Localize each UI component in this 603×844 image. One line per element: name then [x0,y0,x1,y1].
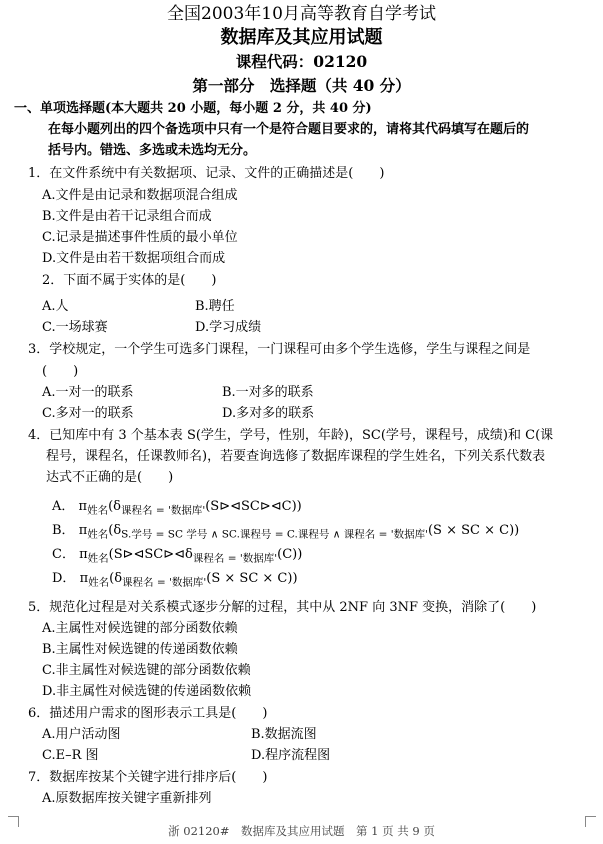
pi-symbol: π [78,499,88,514]
q4-option-a [52,498,302,520]
sigma-symbol: δ [114,571,123,586]
q5-option-a: A.主属性对候选键的部分函数依赖 [42,621,238,636]
pi-subscript: 姓名 [87,552,109,565]
sigma-symbol: δ [113,523,122,538]
q6-option-d: D.程序流程图 [251,748,331,763]
exam-title: 全国2003年10月高等教育自学考试 [167,4,436,24]
q1-option-c: C.记录是描述事件性质的最小单位 [42,230,238,245]
q1-stem: 1．在文件系统中有关数据项、记录、文件的正确描述是( ) [28,166,385,181]
q3-stem-2: ( ) [42,364,79,379]
section-title: 一、单项选择题(本大题共 20 小题，每小题 2 分，共 40 分) [14,101,372,116]
q1-option-a: A.文件是由记录和数据项混合组成 [42,188,238,203]
q4-stem-3: 达式不正确的是( ) [46,470,174,485]
page-footer: 浙 02120# 数据库及其应用试题 第 1 页 共 9 页 [168,824,435,838]
q2-option-a: A.人 [42,299,69,314]
pi-subscript: 姓名 [87,528,109,541]
sigma-subscript: S.学号 = SC 学号 ∧ SC.课程号 = C.课程号 ∧ 课程名 = '数据库' [121,528,428,541]
pi-symbol: π [79,571,89,586]
open-paren: ( [108,499,114,514]
q4-stem-1: 4．已知库中有 3 个基本表 S(学生，学号，性别，年龄)，SC(学号，课程号，成绩)和 C(课 [28,428,554,443]
pi-symbol: π [78,523,88,538]
option-label: C． [52,547,75,562]
option-label: A． [52,499,75,514]
q2-option-b: B.聘任 [195,299,235,314]
q4-option-d [52,570,298,592]
sigma-symbol: δ [113,499,121,514]
part-heading: 第一部分 选择题（共 40 分） [192,76,411,95]
q7-option-a: A.原数据库按关键字重新排列 [42,791,212,806]
q3-option-b: B.一对多的联系 [222,385,314,400]
expression: (S × SC × C)) [206,571,298,586]
q3-option-a: A.一对一的联系 [42,385,134,400]
expression-prefix: (S⊳⊲SC⊳⊲ [108,547,186,562]
q1-option-d: D.文件是由若干数据项组合而成 [42,251,226,266]
sigma-subscript: 课程名 = '数据库' [122,576,207,589]
sigma-subscript: 课程名 = '数据库' [120,504,206,517]
pi-symbol: π [79,547,88,562]
q4-stem-2: 程号，课程名，任课教师名)，若要查询选修了数据库课程的学生姓名，下列关系代数表 [46,449,546,464]
q5-option-d: D.非主属性对候选键的传递函数依赖 [42,684,252,699]
q6-stem: 6．描述用户需求的图形表示工具是( ) [28,706,268,721]
sigma-subscript: 课程名 = '数据库' [192,552,278,565]
q6-option-c: C.E–R 图 [42,748,99,763]
q6-option-a: A.用户活动图 [42,727,121,742]
pi-subscript: 姓名 [88,576,110,589]
course-code: 课程代码：02120 [235,52,368,71]
option-label: B． [52,523,75,538]
sigma-symbol: δ [185,547,193,562]
q5-option-c: C.非主属性对候选键的部分函数依赖 [42,663,251,678]
open-paren: ( [108,523,114,538]
q2-stem: 2．下面不属于实体的是( ) [42,273,217,288]
expression: (S × SC × C)) [427,523,520,538]
expression: (S⊳⊲SC⊳⊲C)) [205,499,302,514]
option-label: D． [52,571,76,586]
open-paren: ( [109,571,115,586]
q3-stem-1: 3．学校规定，一个学生可选多门课程，一门课程可由多个学生选修，学生与课程之间是 [28,342,531,357]
q7-stem: 7．数据库按某个关键字进行排序后( ) [28,770,268,785]
q2-option-c: C.一场球赛 [42,320,108,335]
instruction-line-1: 在每小题列出的四个备选项中只有一个是符合题目要求的，请将其代码填写在题后的 [48,122,530,137]
q6-option-b: B.数据流图 [251,727,317,742]
q3-option-c: C.多对一的联系 [42,406,134,421]
instruction-line-2: 括号内。错选、多选或未选均无分。 [48,143,257,158]
q4-option-b [52,522,519,544]
q3-option-d: D.多对多的联系 [222,406,315,421]
expression: (C)) [277,547,303,562]
pi-subscript: 姓名 [87,504,109,517]
q2-option-d: D.学习成绩 [195,320,262,335]
q5-option-b: B.主属性对候选键的传递函数依赖 [42,642,238,657]
q1-option-b: B.文件是由若干记录组合而成 [42,209,212,224]
q5-stem: 5．规范化过程是对关系模式逐步分解的过程，其中从 2NF 向 3NF 变换，消除了( ) [28,600,537,615]
q4-option-c [52,546,302,568]
subject-title: 数据库及其应用试题 [220,27,383,48]
